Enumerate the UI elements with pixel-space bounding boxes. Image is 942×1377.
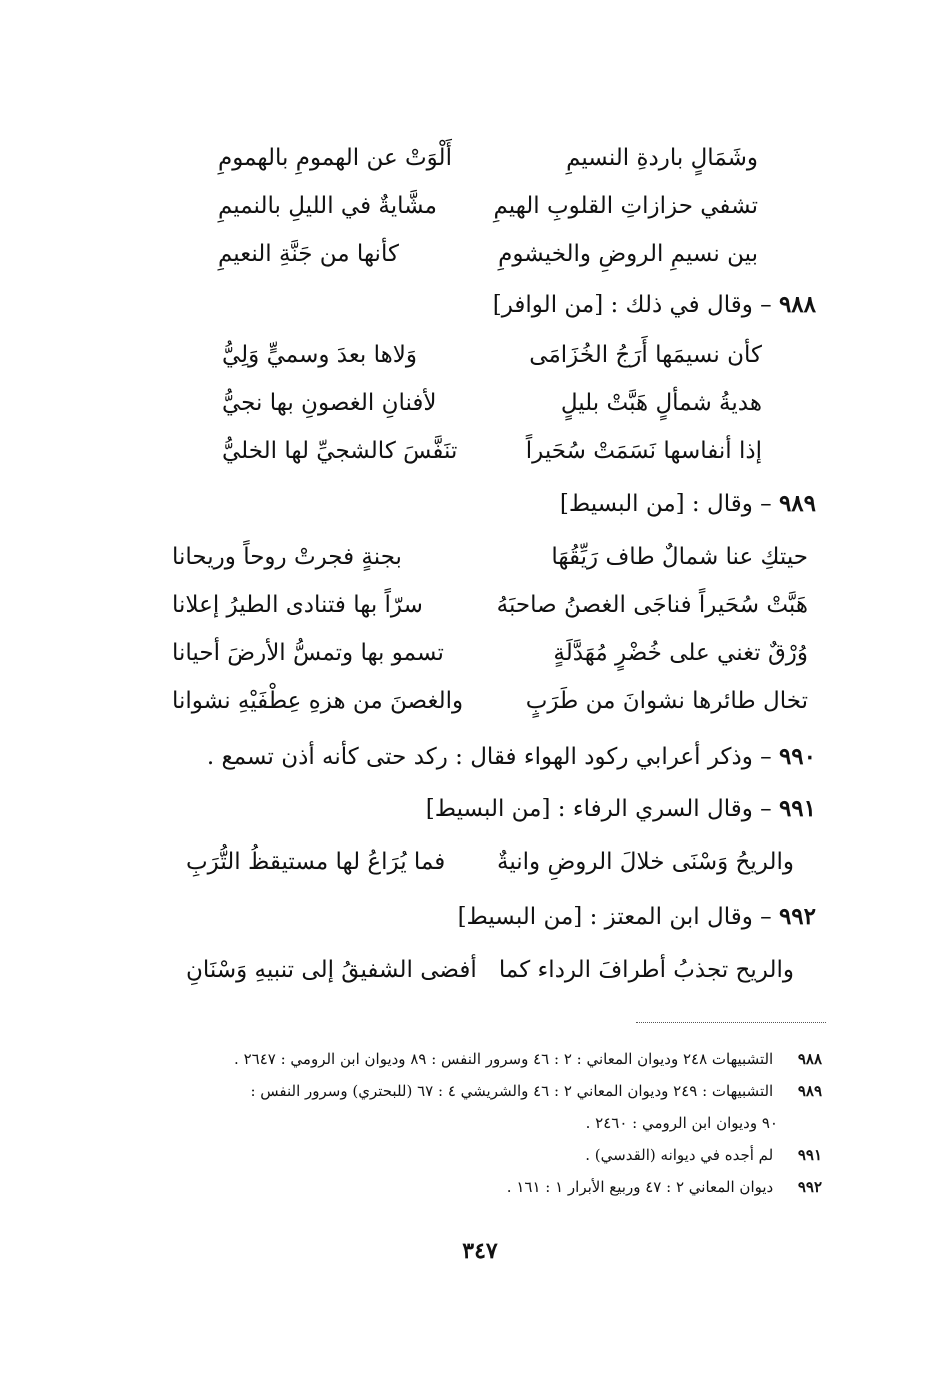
verse-line xyxy=(222,431,762,471)
entry-number: ٩٨٩ xyxy=(778,490,816,517)
footnote xyxy=(250,1078,822,1104)
page-number: ٣٤٧ xyxy=(462,1238,498,1264)
entry-number: ٩٩٢ xyxy=(778,903,816,930)
verse-hemistich-right: والريح تجذبُ أطرافَ الرداء كما xyxy=(498,957,794,983)
entry-heading-989 xyxy=(560,484,816,524)
verse-line xyxy=(186,950,794,990)
verse-hemistich-left: فما يُرَاعُ لها مستيقظُ التُّرَبِ xyxy=(186,849,446,875)
verse-hemistich-right: والريحُ وَسْنَى خلالَ الروضِ وانيةٌ xyxy=(496,849,794,875)
footnote-text: التشبيهات ٢٤٨ وديوان المعاني : ٢ : ٤٦ وسرور النفس : ٨٩ وديوان ابن الرومي : ٢٦٤٧ . xyxy=(234,1050,774,1068)
verse-hemistich-left: تنَفَّسَ كالشجيِّ لها الخليُّ xyxy=(222,438,458,464)
entry-number: ٩٩١ xyxy=(778,795,816,822)
footnote xyxy=(234,1046,822,1072)
verse-hemistich-right: إذا أنفاسها نَسَمَتْ سُحَيراً xyxy=(525,438,762,464)
entry-heading-text: – وقال : [من البسيط] xyxy=(559,491,772,517)
entry-heading-text: – وقال في ذلك : [من الوافر] xyxy=(492,292,772,318)
footnote-text: التشبيهات : ٢٤٩ وديوان المعاني ٢ : ٤٦ والشريشي ٤ : ٦٧ (للبحتري) وسرور النفس : xyxy=(250,1082,774,1100)
entry-heading-text: – وقال ابن المعتز : [من البسيط] xyxy=(457,904,772,930)
footnote-number: ٩٨٩ xyxy=(797,1082,822,1100)
verse-hemistich-right: بين نسيمِ الروضِ والخيشومِ xyxy=(498,241,758,267)
verse-hemistich-left: سرّاً بها فتنادى الطيرُ إعلانا xyxy=(172,592,423,618)
verse-hemistich-left: كأنها من جَنَّةِ النعيمِ xyxy=(218,241,399,267)
footnote-number: ٩٨٨ xyxy=(797,1050,822,1068)
footnote-divider xyxy=(636,1022,826,1023)
footnote-text: ديوان المعاني ٢ : ٤٧ وربيع الأبرار ١ : ١٦١ . xyxy=(506,1178,774,1196)
verse-hemistich-left: لأفنانِ الغصونِ بها نجيُّ xyxy=(222,390,437,416)
verse-hemistich-right: وُرْقٌ تغني على خُضْرٍ مُهَدَّلَةٍ xyxy=(553,640,808,666)
entry-990 xyxy=(207,737,816,777)
entry-text: – وذكر أعرابي ركود الهواء فقال : ركد حتى كأنه أذن تسمع . xyxy=(206,744,772,770)
entry-heading-988 xyxy=(493,285,816,325)
verse-line xyxy=(222,335,762,375)
entry-heading-991 xyxy=(426,789,816,829)
verse-hemistich-right: هَبَّتْ سُحَيراً فناجَى الغصنُ صاحبَهُ xyxy=(496,592,808,618)
verse-hemistich-left: بجنةٍ فجرتْ روحاً وريحانا xyxy=(172,544,402,570)
footnote xyxy=(507,1174,822,1200)
footnote xyxy=(585,1142,822,1168)
verse-line xyxy=(186,842,794,882)
verse-hemistich-left: والغصنَ من هزهِ عِطْفَيْهِ نشوانا xyxy=(172,688,464,714)
verse-line xyxy=(218,186,758,226)
footnote-number: ٩٩٢ xyxy=(797,1178,822,1196)
verse-hemistich-right: وشَمَالٍ باردةِ النسيمِ xyxy=(566,145,758,171)
verse-line xyxy=(222,383,762,423)
verse-hemistich-left: مشَّايةٌ في الليلِ بالنميمِ xyxy=(218,193,437,219)
verse-hemistich-right: كأن نسيمَها أَرَجُ الخُزَامَى xyxy=(529,342,762,368)
verse-line xyxy=(172,633,808,673)
verse-hemistich-right: هديةُ شمألٍ هَبَّتْ بليلٍ xyxy=(560,390,762,416)
verse-line xyxy=(218,138,758,178)
verse-hemistich-left: تسمو بها وتمسُّ الأرضَ أحيانا xyxy=(172,640,444,666)
entry-number: ٩٩٠ xyxy=(778,743,816,770)
verse-hemistich-left: أَلْوَتْ عن الهمومِ بالهمومِ xyxy=(218,145,452,171)
verse-hemistich-right: تشفي حزازاتِ القلوبِ الهيمِ xyxy=(493,193,758,219)
verse-hemistich-right: تخال طائرها نشوانَ من طَرَبٍ xyxy=(525,688,808,714)
footnote-number: ٩٩١ xyxy=(797,1146,822,1164)
verse-line xyxy=(172,585,808,625)
verse-hemistich-right: حيتكِ عنا شمالٌ طاف رَيِّقُهَا xyxy=(551,544,808,570)
footnote-text: لم أجده في ديوانه (القدسي) . xyxy=(585,1146,774,1164)
entry-heading-992 xyxy=(458,897,816,937)
verse-hemistich-left: وَلاها بعدَ وسميٍّ وَلِيُّ xyxy=(222,342,417,368)
verse-hemistich-left: أفضى الشفيقُ إلى تنبيهِ وَسْنَانِ xyxy=(186,957,477,983)
entry-heading-text: – وقال السري الرفاء : [من البسيط] xyxy=(425,796,772,822)
verse-line xyxy=(172,537,808,577)
entry-number: ٩٨٨ xyxy=(778,291,816,318)
verse-line xyxy=(218,234,758,274)
verse-line xyxy=(172,681,808,721)
footnote-continuation xyxy=(586,1110,778,1136)
footnote-text: ٩٠ وديوان ابن الرومي : ٢٤٦٠ . xyxy=(585,1114,778,1132)
